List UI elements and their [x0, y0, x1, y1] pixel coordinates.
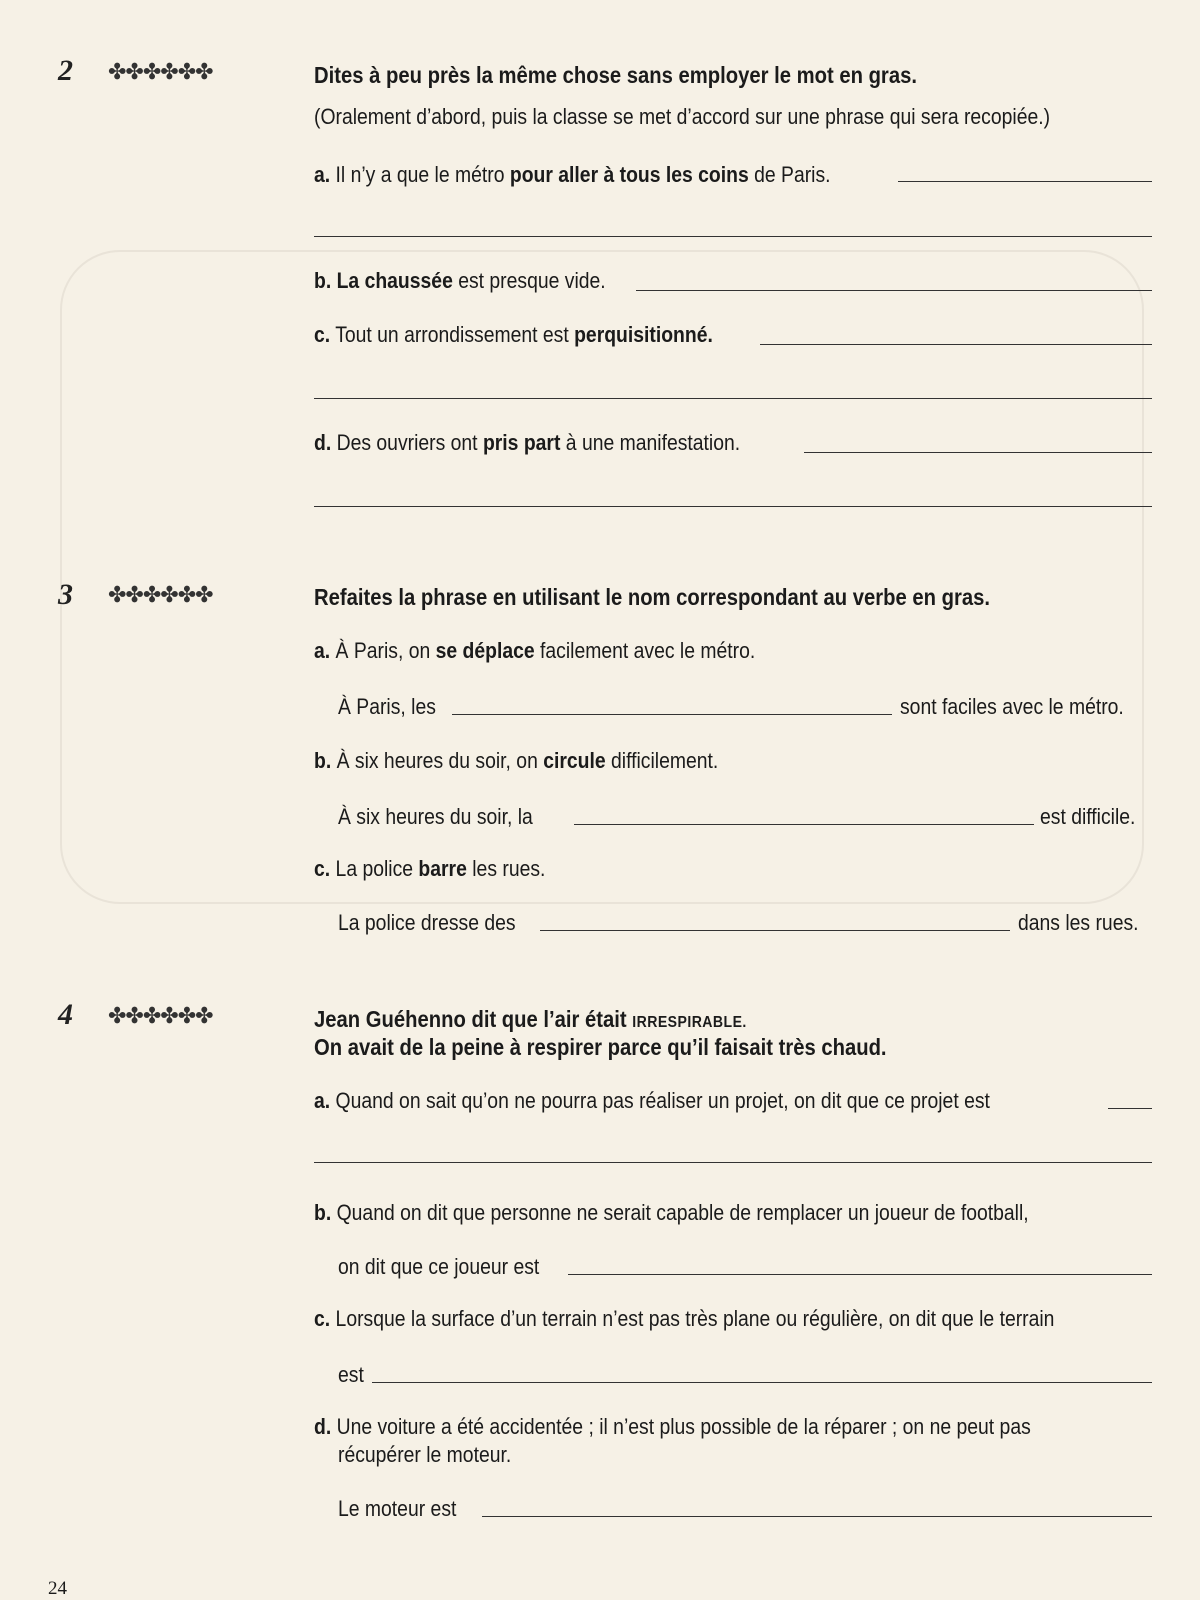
exercise-instruction: (Oralement d’abord, puis la classe se met d’accord sur une phrase qui sera recopiée.) [314, 104, 1051, 129]
answer-line[interactable] [898, 181, 1152, 182]
item-c: c. La police barre les rues. [314, 856, 546, 881]
answer-start: La police dresse des [338, 910, 516, 935]
exercise-number: 4 [58, 998, 73, 1031]
exercise-title-line2: On avait de la peine à respirer parce qu’il faisait très chaud. [314, 1034, 887, 1060]
exercise-title: Refaites la phrase en utilisant le nom correspondant au verbe en gras. [314, 584, 991, 610]
item-d-line2: récupérer le moteur. [338, 1442, 512, 1467]
answer-line[interactable] [760, 344, 1152, 345]
answer-end: est difficile. [1040, 804, 1136, 829]
ornament-icon: ✤✤✤✤✤✤ [108, 60, 213, 85]
answer-line[interactable] [540, 930, 1010, 931]
item-d: d. Des ouvriers ont pris part à une manifestation. [314, 430, 741, 455]
answer-line[interactable] [574, 824, 1034, 825]
item-a: a. À Paris, on se déplace facilement avec le métro. [314, 638, 756, 663]
answer-start: À Paris, les [338, 694, 436, 719]
page-number: 24 [48, 1578, 67, 1599]
answer-line[interactable] [314, 236, 1152, 237]
item-d: d. Une voiture a été accidentée ; il n’est plus possible de la réparer ; on ne peut pas [314, 1414, 1031, 1439]
ornament-icon: ✤✤✤✤✤✤ [108, 583, 213, 608]
answer-line[interactable] [636, 290, 1152, 291]
answer-line[interactable] [482, 1516, 1152, 1517]
exercise-title: Dites à peu près la même chose sans employer le mot en gras. [314, 62, 917, 88]
item-b: b. À six heures du soir, on circule difficilement. [314, 748, 719, 773]
answer-end: sont faciles avec le métro. [900, 694, 1124, 719]
answer-line[interactable] [452, 714, 892, 715]
answer-line[interactable] [372, 1382, 1152, 1383]
exercise-title: Jean Guéhenno dit que l’air était IRRESPIRABLE. [314, 1006, 747, 1032]
answer-line[interactable] [314, 506, 1152, 507]
bleed-through-frame [60, 250, 1144, 904]
item-c-continuation: est [338, 1362, 364, 1387]
item-d-continuation: Le moteur est [338, 1496, 457, 1521]
answer-line[interactable] [804, 452, 1152, 453]
item-b: b. Quand on dit que personne ne serait capable de remplacer un joueur de football, [314, 1200, 1029, 1225]
answer-start: À six heures du soir, la [338, 804, 533, 829]
exercise-number: 2 [58, 54, 73, 87]
item-c: c. Tout un arrondissement est perquisitionné. [314, 322, 713, 347]
item-c: c. Lorsque la surface d’un terrain n’est pas très plane ou régulière, on dit que le terrain [314, 1306, 1055, 1331]
answer-end: dans les rues. [1018, 910, 1139, 935]
answer-line[interactable] [568, 1274, 1152, 1275]
answer-line[interactable] [314, 398, 1152, 399]
item-a: a. Il n’y a que le métro pour aller à tous les coins de Paris. [314, 162, 831, 187]
item-b: b. La chaussée est presque vide. [314, 268, 606, 293]
item-b-continuation: on dit que ce joueur est [338, 1254, 540, 1279]
item-a: a. Quand on sait qu’on ne pourra pas réaliser un projet, on dit que ce projet est [314, 1088, 990, 1113]
exercise-number: 3 [58, 578, 73, 611]
answer-line[interactable] [314, 1162, 1152, 1163]
ornament-icon: ✤✤✤✤✤✤ [108, 1004, 213, 1029]
answer-line[interactable] [1108, 1108, 1152, 1109]
